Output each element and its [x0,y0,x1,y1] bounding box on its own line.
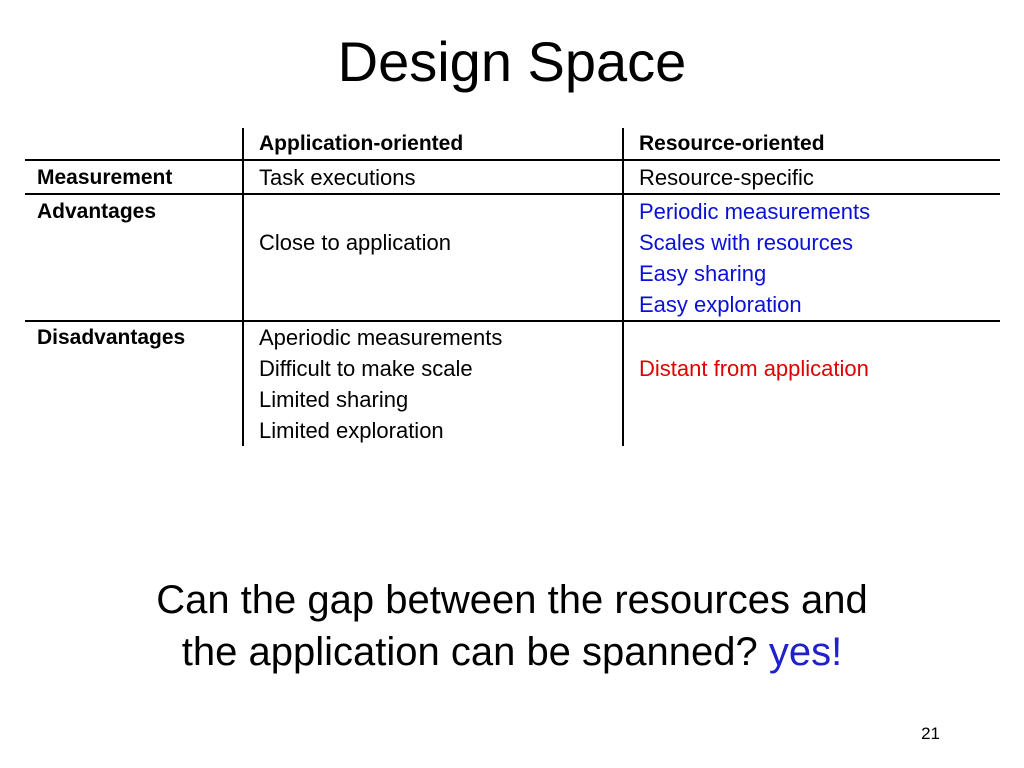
header-rule [25,159,1000,161]
row-label-disadvantages: Disadvantages [37,326,186,349]
row-divider [25,193,1000,195]
question-line-1: Can the gap between the resources and [156,578,868,622]
cell-line [639,322,869,353]
disadvantages-application-cell [259,322,502,446]
measurement-resource-cell [639,162,814,193]
slide-title: Design Space [337,30,687,93]
row-divider [25,320,1000,322]
cell-line: Periodic measurements [639,199,871,224]
advantages-resource-cell [639,196,870,320]
cell-line: Close to application [259,230,452,255]
header-resource-oriented: Resource-oriented [639,132,825,155]
question-line-2-text: the application can be spanned? [181,630,758,674]
cell-line [259,196,451,227]
cell-line: Difficult to make scale [259,356,473,381]
page-number: 21 [921,724,940,743]
disadvantages-resource-cell [639,322,869,384]
measurement-application-cell [259,162,416,193]
cell-line: Easy sharing [639,261,767,286]
cell-line: Aperiodic measurements [259,325,503,350]
closing-question [0,574,1024,678]
question-answer: yes! [768,630,843,674]
cell-line: Easy exploration [639,292,802,317]
row-label-advantages: Advantages [37,200,157,223]
column-divider [242,128,244,446]
cell-line: Limited sharing [259,387,409,412]
header-application-oriented: Application-oriented [259,132,464,155]
advantages-application-cell [259,196,451,258]
cell-line: Resource-specific [639,165,814,190]
cell-line: Task executions [259,165,416,190]
question-line-2 [0,626,1024,678]
cell-line: Limited exploration [259,418,444,443]
cell-line: Distant from application [639,356,869,381]
cell-line: Scales with resources [639,230,853,255]
row-label-measurement: Measurement [37,166,173,189]
column-divider [622,128,624,446]
